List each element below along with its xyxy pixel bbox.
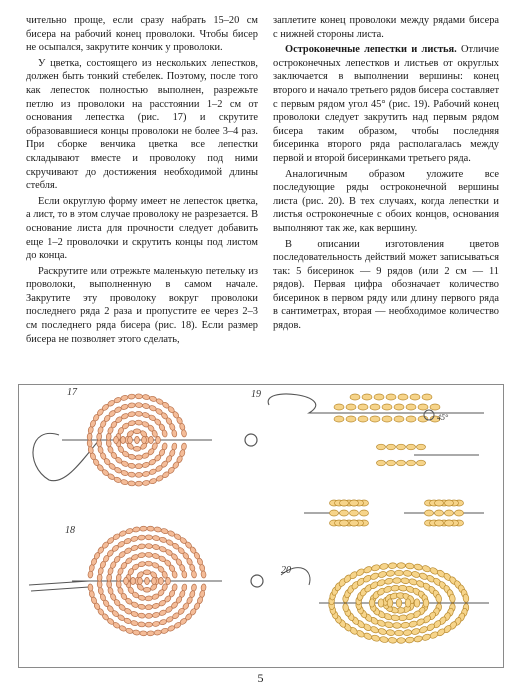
bead <box>138 604 146 610</box>
bead <box>145 561 153 566</box>
bead <box>143 587 150 592</box>
bead <box>382 416 392 422</box>
bead <box>149 436 154 443</box>
bead <box>406 404 416 410</box>
bead <box>121 436 126 443</box>
bead <box>138 544 146 550</box>
figure-19-label: 19 <box>251 389 261 400</box>
bead <box>145 622 152 627</box>
bead <box>142 403 150 409</box>
bead <box>128 472 136 478</box>
bead <box>445 510 454 516</box>
figure-17-label: 17 <box>67 387 77 398</box>
bead <box>142 462 150 469</box>
bead <box>401 577 410 584</box>
wire-loop <box>424 410 434 420</box>
bead <box>379 636 388 643</box>
bead <box>135 394 142 399</box>
bead <box>171 429 177 437</box>
bead <box>403 629 412 636</box>
bead <box>147 526 154 531</box>
bead <box>455 510 464 516</box>
bead <box>394 404 404 410</box>
paragraph: Раскрутите или отрежьте маленькую петельку из проволоки, выполненную в самом начале. Закрутите эту проволоку вокруг проволоки последнего ряда 2 раза и пропустите ее через 2–3 см последнего ряда бисера (рис. 18). Если размер бисера не позволяет этого сделать, <box>26 265 258 345</box>
bead <box>181 429 187 437</box>
bead <box>393 578 402 584</box>
bead <box>340 510 349 516</box>
bead <box>405 599 411 607</box>
bead <box>362 394 372 400</box>
bead <box>405 637 414 644</box>
angle-label: 45° <box>437 413 449 422</box>
text-column-left <box>26 14 258 346</box>
bead <box>159 619 167 626</box>
bead <box>430 404 440 410</box>
bead <box>130 536 138 543</box>
bead <box>145 552 152 557</box>
bead <box>142 394 150 400</box>
bead <box>87 440 92 448</box>
bead <box>445 520 454 526</box>
bead <box>142 471 150 477</box>
bead <box>377 444 386 450</box>
bead <box>370 416 380 422</box>
bead <box>397 460 406 466</box>
bead <box>422 394 432 400</box>
bead <box>411 571 421 579</box>
bead <box>124 577 129 584</box>
bead <box>360 510 369 516</box>
bead <box>435 594 442 603</box>
bead <box>138 577 143 584</box>
bead <box>387 599 393 607</box>
bead <box>393 622 402 628</box>
text-column-right <box>273 14 499 333</box>
bead <box>138 613 146 619</box>
bead <box>350 520 359 526</box>
bead <box>143 570 150 575</box>
bead <box>181 570 187 578</box>
bead <box>138 561 146 568</box>
bead <box>417 444 426 450</box>
bead <box>152 577 157 584</box>
bead <box>130 545 138 552</box>
bead <box>435 500 444 506</box>
bead <box>408 620 418 628</box>
bead <box>371 564 381 572</box>
bead <box>410 394 420 400</box>
bead <box>114 436 119 443</box>
page-number: 5 <box>257 671 264 685</box>
bead <box>131 577 136 584</box>
bead <box>445 500 454 506</box>
bead <box>159 577 164 584</box>
bead <box>138 535 146 541</box>
bead <box>106 581 111 589</box>
bead <box>135 464 142 469</box>
bead <box>396 599 402 607</box>
bead <box>97 574 102 582</box>
bead <box>135 481 142 486</box>
bead <box>358 404 368 410</box>
bead <box>340 500 349 506</box>
bead <box>125 528 133 535</box>
bead <box>414 599 420 607</box>
bead <box>135 455 143 460</box>
bead <box>417 460 426 466</box>
bead <box>370 404 380 410</box>
bead <box>363 632 373 641</box>
bead <box>88 584 94 592</box>
bead <box>171 570 177 578</box>
bead <box>128 394 136 400</box>
figures-panel <box>18 384 504 668</box>
bead <box>388 637 397 643</box>
bead <box>421 564 431 573</box>
bead <box>407 460 416 466</box>
bead <box>394 416 404 422</box>
bead <box>395 630 403 636</box>
bead <box>97 581 102 589</box>
bead <box>142 480 150 486</box>
wire-loop <box>251 575 263 587</box>
bead <box>378 599 384 607</box>
bead <box>377 460 386 466</box>
bead <box>201 571 207 579</box>
bead <box>463 594 470 603</box>
bead <box>138 622 146 628</box>
paragraph: заплетите конец проволоки между рядами бисера с нижней стороны листа. <box>273 15 499 40</box>
bead <box>154 526 162 532</box>
bead <box>397 444 406 450</box>
bead <box>369 599 375 607</box>
bead <box>407 444 416 450</box>
bead <box>384 621 394 629</box>
bead <box>149 478 157 485</box>
bead <box>358 416 368 422</box>
bead <box>423 599 429 607</box>
paragraph <box>273 43 499 165</box>
bead <box>96 433 101 441</box>
bead <box>147 631 154 636</box>
bead <box>371 634 381 642</box>
bead <box>160 627 168 634</box>
bead <box>397 563 406 569</box>
bead <box>145 596 153 601</box>
bead <box>340 520 349 526</box>
bead <box>161 429 167 437</box>
bead <box>156 436 161 443</box>
bead <box>166 577 171 584</box>
bead <box>87 433 92 441</box>
paragraph: В описании изготовления цветов последовательность действий может записываться так: 5 бисеринок — 9 рядов (или 2 см — 11 рядов). Первая цифра обозначает количество бисеринок в первом ряду или длину первого ряда в сантиметрах, вторая — необходимое количество рядов. <box>273 238 499 332</box>
bead <box>350 510 359 516</box>
bead <box>384 577 394 585</box>
bead <box>386 570 395 577</box>
bead <box>130 620 138 627</box>
bead <box>386 629 395 636</box>
bead <box>152 621 160 627</box>
bead <box>379 563 388 570</box>
figure-20-pointed-leaf <box>281 500 489 644</box>
bead <box>401 622 410 629</box>
bead <box>413 635 423 643</box>
bead <box>395 570 403 576</box>
paragraph: чительно проще, если сразу набрать 15–20 см бисера на рабочий конец проволоки. Чтобы бисер не осыпался, закрутите кончик у проволоки. <box>26 15 258 54</box>
bead <box>120 404 128 411</box>
bead <box>413 563 423 571</box>
bead <box>411 628 421 636</box>
bead <box>140 631 147 636</box>
figure-18-label: 18 <box>65 525 75 536</box>
bead <box>96 440 101 448</box>
bead <box>421 633 431 642</box>
bead <box>152 544 160 550</box>
bead <box>128 420 136 427</box>
paragraph-text: Отличие остроконечных лепестков и листьев от округлых заключается в выполнении вершины: конец второго и начало третьего рядов бисера составляет с первым рядом угол 45° (рис. 19). Рабочий конец проволоки следует закрутить над первым рядом бисера таким образом, чтобы последняя бисеринка второго ряда располагалась между первой и второй бисеринками третьего ряда. <box>273 44 499 164</box>
wire-loop <box>245 434 257 446</box>
bead <box>435 510 444 516</box>
paragraph: Аналогичным образом уложите все последующие ряды остроконечной вершины листа (рис. 20). В тех случаях, когда лепестки и листья остроконечные с обоих концов, основания выполняют так же, как вершину. <box>273 168 499 234</box>
bead-diagrams <box>19 385 503 667</box>
bead <box>135 403 142 408</box>
bead <box>132 629 140 635</box>
bead <box>135 436 140 443</box>
bead <box>425 510 434 516</box>
bead <box>98 587 104 595</box>
bead <box>397 638 406 644</box>
bead <box>405 563 414 570</box>
bead <box>152 603 160 610</box>
bead <box>132 526 140 532</box>
bead <box>120 395 128 402</box>
bead <box>191 570 197 578</box>
bead <box>350 500 359 506</box>
bead <box>374 394 384 400</box>
figure-17-round-petal <box>33 394 257 486</box>
bead <box>418 404 428 410</box>
bead <box>135 472 142 477</box>
bead <box>406 416 416 422</box>
bead <box>128 436 133 443</box>
figure-18-round-petal-finished <box>29 526 263 636</box>
bead <box>135 420 143 425</box>
figure-20-label: 20 <box>281 565 291 576</box>
bead <box>388 562 397 568</box>
bead <box>145 613 152 618</box>
section-heading: Остроконечные лепестки и листья. <box>285 44 457 56</box>
bead <box>350 394 360 400</box>
bead <box>334 404 344 410</box>
bead <box>106 574 111 582</box>
bead <box>377 571 387 579</box>
bead <box>135 411 142 416</box>
bead <box>387 444 396 450</box>
bead <box>154 629 162 635</box>
bead <box>449 594 456 603</box>
bead <box>435 520 444 526</box>
bead <box>334 416 344 422</box>
bead <box>346 416 356 422</box>
bead <box>133 429 140 434</box>
bead <box>152 535 160 541</box>
bead <box>128 463 136 469</box>
bead <box>138 552 146 558</box>
figure-19-pointed-tip-steps <box>268 394 484 466</box>
bead <box>145 544 152 549</box>
bead <box>128 481 136 487</box>
bead <box>152 612 160 618</box>
bead <box>346 404 356 410</box>
bead <box>330 510 339 516</box>
bead <box>128 403 136 409</box>
bead <box>140 526 147 531</box>
wire <box>29 581 89 591</box>
bead <box>145 605 152 610</box>
bead <box>342 603 349 612</box>
bead <box>382 404 392 410</box>
bead <box>128 411 136 417</box>
bead <box>363 565 373 574</box>
paragraph: Если округлую форму имеет не лепесток цветка, а лист, то в этом случае проволоку не разрезается. В основание листа для прочности следует добавить еще 1–2 проволочки и скрутить концы под листом до конца. <box>26 195 258 262</box>
bead <box>386 394 396 400</box>
bead <box>142 436 147 443</box>
bead <box>133 446 140 451</box>
bead <box>145 535 152 540</box>
paragraph: У цветка, состоящего из нескольких лепестков, должен быть тонкий стебелек. Поэтому, после того как лепесток полностью выполнен, разрежьте петлю из проволоки на расстоянии 1–2 см от основания лепестка (рис. 17) и скрутите образовавшиеся концы проволоки не более 3–4 раз. При сборке венчика цветка все лепестки складывают вместе и проволоку под ними скручивают до достижения необходимой длины стебля. <box>26 57 258 192</box>
bead <box>377 628 387 636</box>
bead <box>403 570 412 577</box>
bead <box>145 577 150 584</box>
bead <box>120 479 128 486</box>
bead <box>387 460 396 466</box>
bead <box>398 394 408 400</box>
